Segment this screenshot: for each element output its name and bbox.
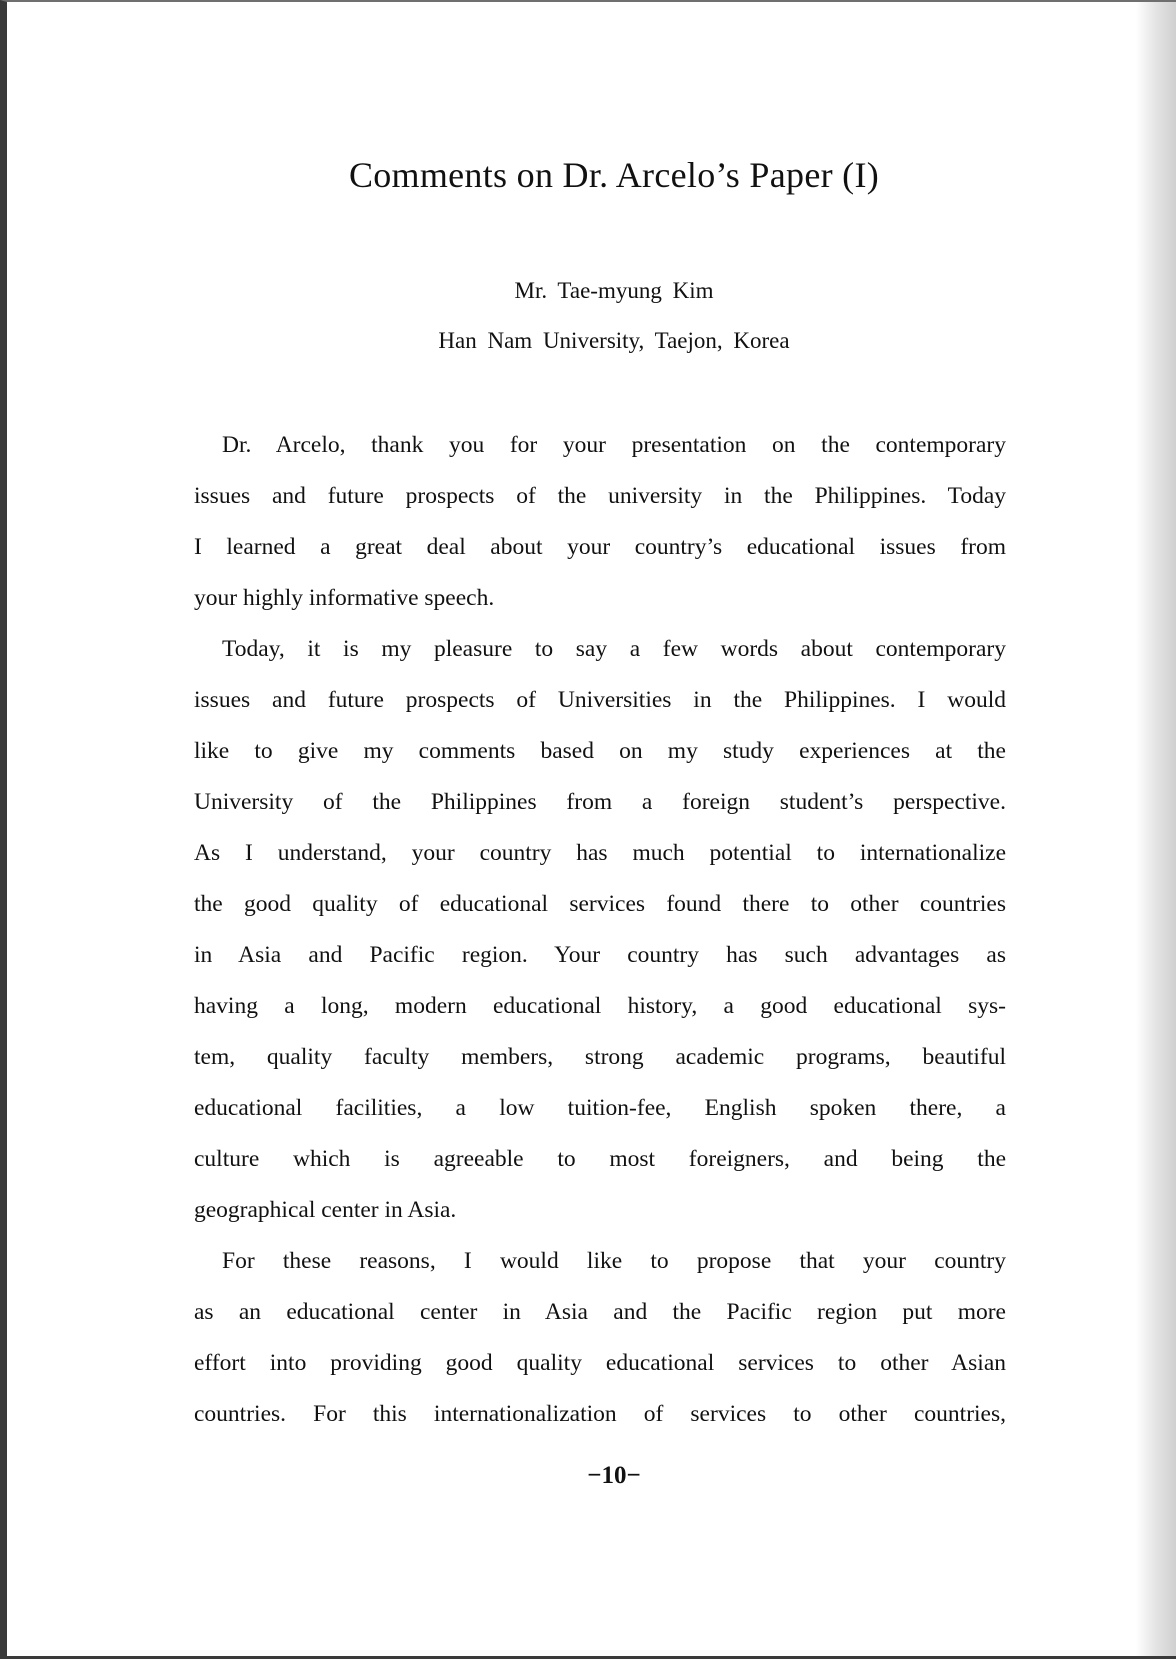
text-line: as an educational center in Asia and the Pacific region put more [194, 1299, 1006, 1325]
page-edge-shadow [1136, 2, 1176, 1656]
text-line: As I understand, your country has much potential to internationalize [194, 840, 1006, 866]
text-line: culture which is agreeable to most foreigners, and being the [194, 1146, 1006, 1172]
text-line: I learned a great deal about your country’s educational issues from [194, 534, 1006, 560]
page-number: −10− [587, 1462, 641, 1489]
text-line: in Asia and Pacific region. Your country has such advantages as [194, 942, 1006, 968]
text-line: For these reasons, I would like to propose that your country [222, 1248, 1006, 1274]
text-line: countries. For this internationalization of services to other countries, [194, 1401, 1006, 1427]
paragraph [194, 1236, 1006, 1440]
text-line: your highly informative speech. [194, 585, 495, 611]
paper-title: Comments on Dr. Arcelo’s Paper (I) [348, 155, 880, 195]
text-line: educational facilities, a low tuition-fee, English spoken there, a [194, 1095, 1006, 1121]
text-line: issues and future prospects of the university in the Philippines. Today [194, 483, 1006, 509]
text-line: University of the Philippines from a foreign student’s perspective. [194, 789, 1006, 815]
text-line: like to give my comments based on my study experiences at the [194, 738, 1006, 764]
body-text [194, 420, 1006, 1440]
text-line: issues and future prospects of Universities in the Philippines. I would [194, 687, 1006, 713]
paragraph [194, 420, 1006, 624]
text-line: Dr. Arcelo, thank you for your presentation on the contemporary [222, 432, 1006, 458]
paragraph [194, 624, 1006, 1236]
author-name: Mr. Tae-myung Kim [514, 278, 714, 303]
text-line: geographical center in Asia. [194, 1197, 457, 1223]
text-line: Today, it is my pleasure to say a few words about contemporary [222, 636, 1006, 662]
author-affiliation: Han Nam University, Taejon, Korea [438, 328, 790, 353]
text-line: effort into providing good quality educational services to other Asian [194, 1350, 1006, 1376]
text-line: having a long, modern educational history, a good educational sys- [194, 993, 1006, 1019]
text-line: the good quality of educational services found there to other countries [194, 891, 1006, 917]
text-line: tem, quality faculty members, strong academic programs, beautiful [194, 1044, 1006, 1070]
